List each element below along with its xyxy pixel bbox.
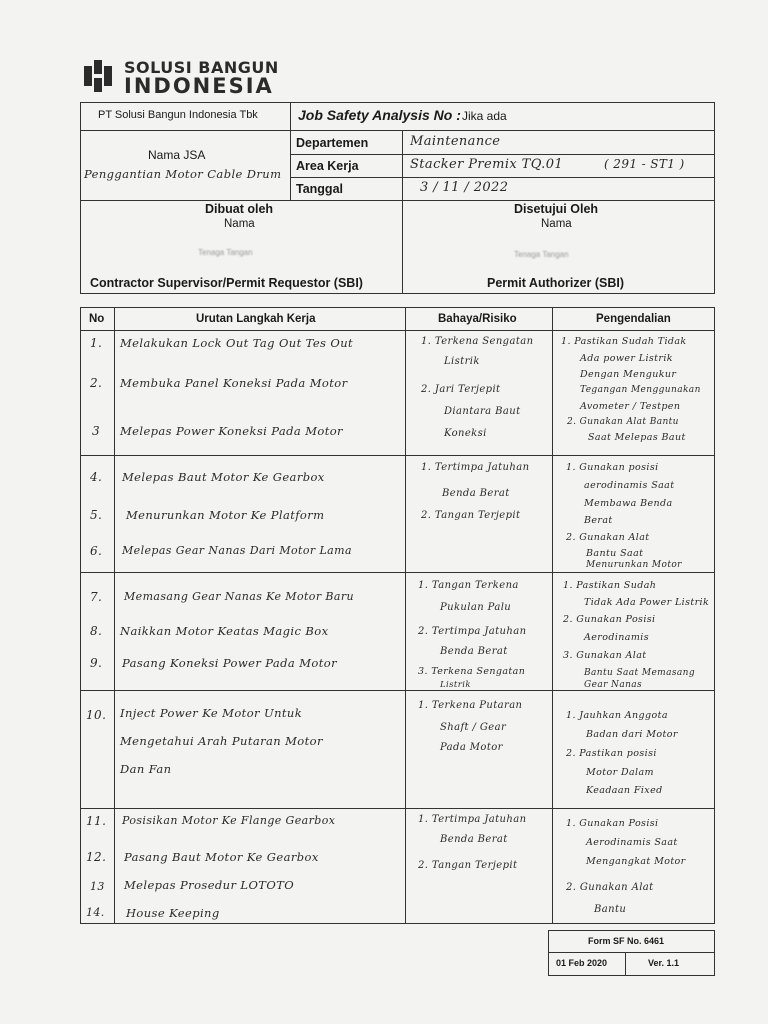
control-line: 1. Jauhkan Anggota: [566, 710, 668, 721]
area-kerja-code: ( 291 - ST1 ): [604, 157, 685, 171]
control-line: 3. Gunakan Alat: [563, 650, 647, 661]
step-no: 13: [90, 880, 105, 893]
step-text: Melepas Baut Motor Ke Gearbox: [122, 470, 325, 484]
sbi-logo-icon: [80, 58, 116, 94]
control-line: Bantu Saat Memasang: [584, 668, 696, 678]
control-line: Keadaan Fixed: [586, 785, 663, 796]
step-text: Melepas Prosedur LOTOTO: [124, 878, 295, 892]
control-line: 1. Gunakan Posisi: [566, 818, 659, 829]
nama-label-right: Nama: [541, 218, 572, 230]
step-no: 9.: [90, 656, 103, 670]
hazard-line: Koneksi: [444, 428, 487, 439]
hazard-line: 3. Terkena Sengatan: [418, 666, 526, 677]
step-text: Mengetahui Arah Putaran Motor: [120, 734, 323, 748]
control-line: Tegangan Menggunakan: [580, 385, 701, 395]
authorizer-role: Permit Authorizer (SBI): [487, 276, 625, 290]
departemen-value: Maintenance: [410, 134, 501, 149]
hazard-line: Benda Berat: [440, 834, 508, 845]
company-logo: [80, 56, 279, 98]
step-text: Pasang Baut Motor Ke Gearbox: [124, 850, 319, 864]
control-line: Dengan Mengukur: [580, 369, 677, 380]
hazard-line: 2. Jari Terjepit: [421, 384, 501, 395]
requestor-role: Contractor Supervisor/Permit Requestor (SBI): [90, 276, 363, 290]
control-line: Menurunkan Motor: [586, 560, 682, 570]
control-line: Aerodinamis Saat: [586, 837, 678, 848]
hazard-line: 2. Tangan Terjepit: [418, 860, 518, 871]
tanggal-value: 3 / 11 / 2022: [420, 180, 509, 195]
control-line: Gear Nanas: [584, 680, 643, 690]
step-text: Dan Fan: [120, 762, 172, 776]
step-no: 10.: [86, 708, 107, 722]
step-no: 5.: [90, 508, 103, 522]
hazard-line: 1. Tangan Terkena: [418, 580, 519, 591]
nama-jsa-label: Nama JSA: [148, 148, 206, 162]
control-line: Motor Dalam: [586, 767, 654, 778]
hazard-line: 2. Tangan Terjepit: [421, 510, 521, 521]
control-line: 2. Gunakan Alat: [566, 532, 650, 543]
col-header-hazards: Bahaya/Risiko: [438, 313, 517, 325]
hazard-line: Pada Motor: [440, 742, 503, 753]
control-line: Mengangkat Motor: [586, 856, 686, 867]
form-version: Ver. 1.1: [648, 958, 680, 968]
form-number: Form SF No. 6461: [588, 936, 665, 946]
hazard-line: 2. Tertimpa Jatuhan: [418, 626, 527, 637]
control-line: 2. Pastikan posisi: [566, 748, 657, 759]
nama-label-left: Nama: [224, 218, 255, 230]
control-line: Bantu: [594, 904, 627, 915]
step-text: Melakukan Lock Out Tag Out Tes Out: [120, 336, 354, 350]
control-line: Berat: [584, 515, 613, 526]
step-text: Melepas Power Koneksi Pada Motor: [120, 424, 343, 438]
hazard-line: Shaft / Gear: [440, 722, 507, 733]
hazard-line: Diantara Baut: [444, 406, 521, 417]
control-line: Saat Melepas Baut: [588, 432, 686, 443]
area-kerja-label: Area Kerja: [296, 159, 359, 173]
logo-line2: INDONESIA: [124, 74, 274, 98]
control-line: 2. Gunakan Alat: [566, 882, 654, 893]
control-line: Aerodinamis: [584, 632, 649, 643]
company-name: PT Solusi Bangun Indonesia Tbk: [98, 109, 258, 121]
hazard-line: Listrik: [440, 680, 471, 690]
step-text: Melepas Gear Nanas Dari Motor Lama: [122, 544, 352, 557]
step-no: 7.: [90, 590, 103, 604]
departemen-label: Departemen: [296, 136, 369, 150]
area-kerja-value: Stacker Premix TQ.01: [410, 157, 564, 172]
hazard-line: 1. Terkena Putaran: [418, 700, 523, 711]
step-no: 4.: [90, 470, 103, 484]
control-line: 1. Pastikan Sudah Tidak: [561, 336, 687, 347]
control-line: 2. Gunakan Posisi: [563, 614, 656, 625]
hazard-line: 1. Tertimpa Jatuhan: [421, 462, 530, 473]
dibuat-oleh-label: Dibuat oleh: [205, 202, 274, 216]
form-date: 01 Feb 2020: [556, 958, 608, 968]
signer-name-left: Tenaga Tangan: [198, 248, 253, 257]
step-no: 3: [92, 424, 101, 438]
step-no: 8.: [90, 624, 103, 638]
signer-name-right: Tenaga Tangan: [514, 250, 569, 259]
step-text: Inject Power Ke Motor Untuk: [120, 706, 303, 720]
col-header-no: No: [89, 313, 105, 325]
control-line: 2. Gunakan Alat Bantu: [567, 417, 679, 427]
hazard-line: 1. Tertimpa Jatuhan: [418, 814, 527, 825]
nama-jsa-value: Penggantian Motor Cable Drum: [84, 167, 282, 181]
step-no: 12.: [86, 850, 107, 864]
hazard-line: Listrik: [444, 356, 480, 367]
hazard-line: Benda Berat: [442, 488, 510, 499]
step-text: Menurunkan Motor Ke Platform: [126, 508, 325, 522]
control-line: aerodinamis Saat: [584, 480, 675, 491]
step-text: Posisikan Motor Ke Flange Gearbox: [122, 814, 336, 827]
control-line: 1. Gunakan posisi: [566, 462, 659, 473]
col-header-controls: Pengendalian: [596, 313, 671, 325]
hazard-line: 1. Terkena Sengatan: [421, 336, 534, 347]
step-no: 14.: [86, 906, 105, 919]
tanggal-label: Tanggal: [296, 182, 343, 196]
step-text: Naikkan Motor Keatas Magic Box: [120, 624, 329, 638]
step-no: 1.: [90, 336, 103, 350]
step-no: 6.: [90, 544, 103, 558]
control-line: Bantu Saat: [586, 548, 644, 559]
control-line: Membawa Benda: [584, 498, 673, 509]
step-no: 2.: [90, 376, 103, 390]
step-text: Membuka Panel Koneksi Pada Motor: [120, 376, 348, 390]
step-no: 11.: [86, 814, 107, 828]
control-line: Badan dari Motor: [586, 729, 678, 740]
col-header-steps: Urutan Langkah Kerja: [196, 313, 316, 325]
jsa-number-value: Jika ada: [462, 109, 507, 123]
control-line: Avometer / Testpen: [580, 401, 681, 412]
logo-line1: SOLUSI BANGUN: [124, 58, 279, 77]
step-text: Memasang Gear Nanas Ke Motor Baru: [124, 590, 354, 603]
jsa-number-label: Job Safety Analysis No :: [298, 107, 461, 123]
control-line: Tidak Ada Power Listrik: [584, 597, 710, 608]
hazard-line: Pukulan Palu: [440, 602, 512, 613]
control-line: 1. Pastikan Sudah: [563, 580, 657, 591]
step-text: House Keeping: [126, 906, 220, 920]
control-line: Ada power Listrik: [580, 353, 673, 364]
hazard-line: Benda Berat: [440, 646, 508, 657]
step-text: Pasang Koneksi Power Pada Motor: [122, 656, 337, 670]
disetujui-oleh-label: Disetujui Oleh: [514, 202, 599, 216]
